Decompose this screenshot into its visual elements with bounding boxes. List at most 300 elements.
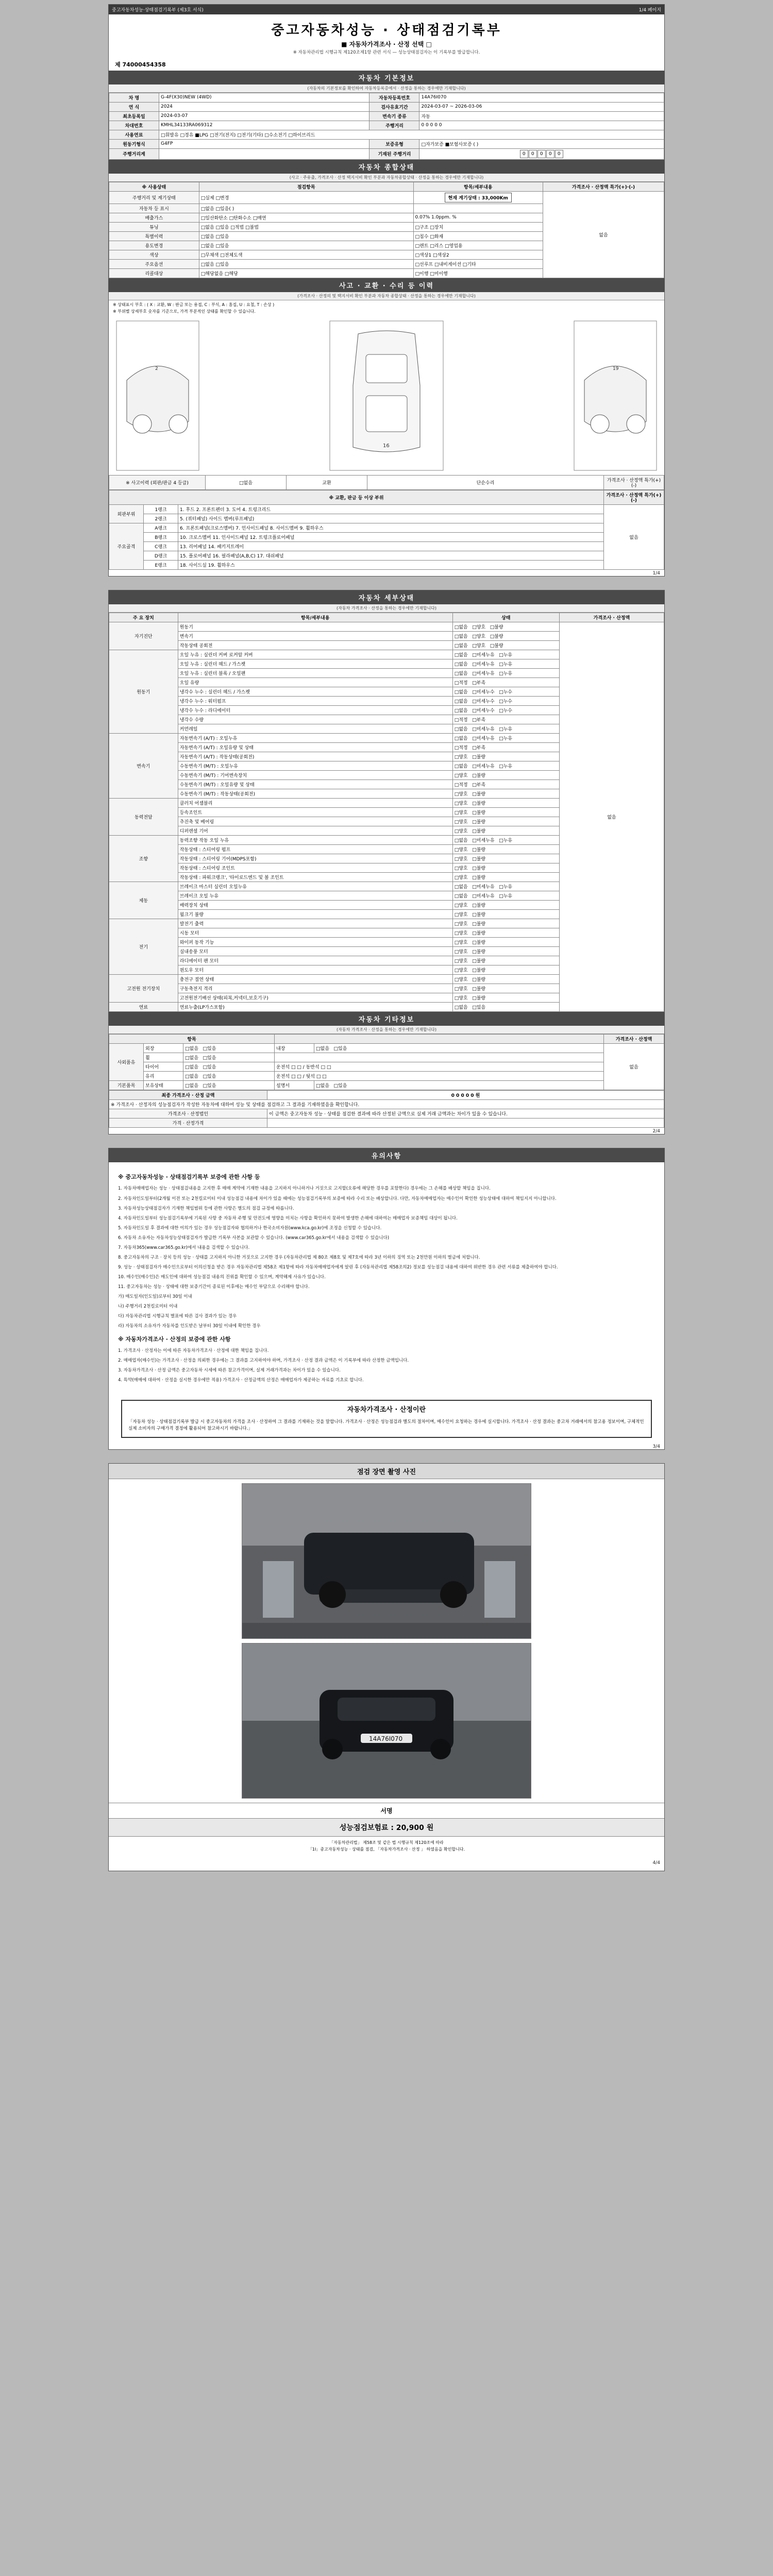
notice-item: 9. 성능 · 상태점검자가 매수인으로부터 이의신청을 받은 경우 자동차관리법 제58조 제1항에 따라 자동차매매업자에게 알린 후 (자동차관리법 제58조의2) 정보를 성능점검 내용에 대하여 위반한 경우 관련 서류를 제출하여야 합니다.: [118, 1264, 558, 1270]
group-label: 배출가스: [109, 213, 199, 222]
group-label: 기본품목: [109, 1081, 144, 1090]
item-label: 작동상태 : 스티어링 조인트: [178, 863, 452, 873]
status-options[interactable]: □양호 □불량: [452, 919, 559, 928]
notice-item: 8. 중고자동차의 구조 · 장치 등의 성능 · 상태를 고지하지 아니한 거짓으로 고지한 경우 (자동차관리법 제 80조 제8호 및 제7호에 따라 3년 이하의 징역 또는 2천만원 이하의 벌금에 처합니다.: [118, 1255, 480, 1260]
price-base-value: [267, 1118, 664, 1128]
status-options[interactable]: □양호 □불량: [452, 808, 559, 817]
status-options[interactable]: □양호 □불량: [452, 873, 559, 882]
status-options[interactable]: □없음 □미세누유 □누유: [452, 761, 559, 771]
sheet-page-4: [108, 1463, 665, 1871]
group-label: 특별이력: [109, 231, 199, 241]
svg-text:19: 19: [613, 366, 619, 372]
page-number: 4/4: [652, 1860, 660, 1866]
table-row: [109, 1044, 664, 1053]
section-detail-bar: 자동차 세부상태: [109, 590, 664, 604]
status-options[interactable]: □적정 □부족: [452, 780, 559, 789]
detail-cell[interactable]: □침수 □화재: [413, 231, 543, 241]
status-options[interactable]: □없음 □미세누유 □누유: [452, 724, 559, 734]
price-definition-box: [121, 1400, 652, 1438]
row-value: 2024: [159, 102, 369, 111]
item-label: 연료누출(LP가스포함): [178, 1003, 452, 1012]
damaged-parts-table: [109, 490, 664, 570]
item-label: 구동축전지 격리: [178, 984, 452, 993]
item-label: 오일 누유 : 실린더 커버 로커암 커버: [178, 650, 452, 659]
row-value: G4FP: [159, 139, 369, 148]
price-org-label: 가격조사 · 산정법인: [109, 1109, 267, 1118]
group-label: 자동차 등 표시: [109, 204, 199, 213]
col-head-0: 항목: [109, 1035, 275, 1044]
status-options[interactable]: □적정 □부족: [452, 715, 559, 724]
item-label: 외장: [144, 1044, 183, 1053]
item-label: 수동변속기 (M/T) : 오일누유: [178, 761, 452, 771]
status-options[interactable]: □없음 □양호 □불량: [452, 622, 559, 632]
status-options[interactable]: □양호 □불량: [452, 845, 559, 854]
group-label: 사외품유: [109, 1044, 144, 1081]
col-head-1: [275, 1035, 604, 1044]
rank-label: 2랭크: [144, 514, 178, 523]
price-base-row: 이 금액은 중고자동차 성능 · 상태를 점검한 결과에 따라 산정된 금액으로 실제 거래 금액과는 차이가 있을 수 있습니다.: [267, 1109, 664, 1118]
table-row: [109, 102, 664, 111]
parts-title: ※ 교환, 판금 등 이상 부위: [109, 490, 604, 505]
car-diagram: [109, 316, 664, 475]
rank-label: D랭크: [144, 551, 178, 561]
document-number-value: 74000454358: [122, 61, 166, 68]
detail-cell: 0.07% 1.0ppm. %: [413, 213, 543, 222]
section-basic-bar: 자동차 기본정보: [109, 71, 664, 84]
notice-subitem: 다) 자동차관리법 시행규칙 별표에 따른 검사 결과가 있는 경우: [118, 1313, 237, 1319]
item-label: 자동변속기 (A/T) : 오일누유: [178, 734, 452, 743]
legend-sub: ※ 부위별 상세부호 숫자를 기준으로, 가격 부분적인 상태를 확인할 수 있습니다.: [113, 309, 256, 314]
item-label: 윈도우 모터: [178, 965, 452, 975]
status-options[interactable]: □없음 □있음: [183, 1044, 275, 1053]
option-cell[interactable]: □없음 □있음 □적법 □불법: [199, 222, 413, 231]
status-options[interactable]: □없음 □미세누유 □누유: [452, 650, 559, 659]
detail-cell: [413, 204, 543, 213]
table-row: [109, 191, 664, 204]
document-page: [0, 4, 773, 2576]
photos-header: 점검 장면 촬영 사진: [109, 1464, 664, 1479]
status-options[interactable]: □없음 □미세누수 □누수: [452, 697, 559, 706]
status-options[interactable]: □없음 □미세누유 □누유: [452, 734, 559, 743]
table-row: [109, 148, 664, 159]
svg-text:2: 2: [155, 366, 158, 372]
status-options[interactable]: □없음 □미세누수 □누수: [452, 687, 559, 697]
row-label-2: 검사유효기간: [369, 102, 419, 111]
section-detail-note: (자동차 가격조사 · 산정을 통하는 경우에만 기재합니다): [109, 604, 664, 613]
plate-number-text: 14A76I070: [369, 1735, 403, 1742]
group-label: 제동: [109, 882, 178, 919]
rear-photo-graphic: [242, 1643, 531, 1798]
group-label: 원동기: [109, 650, 178, 734]
section-other-bar: 자동차 기타정보: [109, 1012, 664, 1026]
simple-repair-label[interactable]: 단순수리: [367, 476, 604, 490]
table-row: [109, 476, 664, 490]
other-info-table: [109, 1034, 664, 1090]
item-label: 타이어: [144, 1062, 183, 1072]
item-label: 추진축 및 베어링: [178, 817, 452, 826]
notice-item: 10. 매수인(매수인)은 매도인에 대하여 성능점검 내용의 진위를 확인할 수 있으며, 계약해제 사유가 있습니다.: [118, 1274, 326, 1280]
item-label: 커먼레일: [178, 724, 452, 734]
final-price-label: 최종 가격조사 · 산정 금액: [109, 1091, 267, 1100]
tire-front-options[interactable]: 운전석 □ □ / 동반석 □ □: [275, 1062, 604, 1072]
item-label: 작동상태 : 파워크랭크', '타이로드엔드 및 볼 조인트: [178, 873, 452, 882]
page-number: 2/4: [652, 1129, 660, 1134]
document-number: [109, 59, 664, 71]
notice-item: 3. 자동차성능상태점검자가 기재한 책임범위 등에 관한 사항은 별도의 점검 규정에 따릅니다.: [118, 1206, 294, 1211]
notice-item: 7. 자동차365(www.car365.go.kr)에서 내용을 검색할 수 있습니다.: [118, 1245, 250, 1250]
item-label: 냉각수 누수 : 워터펌프: [178, 697, 452, 706]
detail-cell[interactable]: □선루프 □내비게이션 □기타: [413, 259, 543, 268]
parts-text: 6. 프론트패널(크로스멤버) 7. 인사이드패널 8. 사이드멤버 9. 휠하우스: [178, 523, 604, 533]
parts-adjust-value: 없음: [604, 505, 664, 570]
document-title: 중고자동차성능 · 상태점검기록부: [271, 23, 502, 38]
item-label: 등속조인트: [178, 808, 452, 817]
col-head-1: 항목/세부내용: [178, 613, 452, 622]
item-label: 작동상태 공회전: [178, 641, 452, 650]
col-head-3: 가격조사 · 산정액: [559, 613, 664, 622]
row-label-2: 주행거리: [369, 121, 419, 130]
notices-group2-title: ※ 자동차가격조사 · 산정의 보증에 관한 사항: [118, 1335, 231, 1343]
overall-status-table: [109, 182, 664, 278]
status-options[interactable]: □양호 □불량: [452, 938, 559, 947]
status-options[interactable]: □없음 □있음: [183, 1053, 275, 1062]
group-label: 튜닝: [109, 222, 199, 231]
parts-text: 13. 리어패널 14. 패키지트레이: [178, 542, 604, 551]
top-bar-right-text: 1/4 페이지: [638, 8, 661, 13]
document-note-1: ※ 자동차관리법 시행규칙 제120조제1항 관련 서식 — 성능상태점검자는 이 기록부를 발급합니다.: [293, 50, 480, 55]
row-label: 차대번호: [109, 121, 159, 130]
status-options[interactable]: □양호 □불량: [452, 771, 559, 780]
car-side-left-diagram: [114, 318, 201, 473]
notices-group1-title: ※ 중고자동차성능 · 상태점검기록부 보증에 관한 사항 등: [118, 1174, 260, 1181]
row-value: G-4F(X30)NEW (4WD): [159, 93, 369, 102]
notice-item: 2. 매매업자(매수인)는 가격조사 · 산정을 의뢰한 경우에는 그 결과를 고지하여야 하며, 가격조사 · 산정 결과 금액은 이 기록부에 따라 산정한 금액입니다.: [118, 1358, 409, 1363]
footer-note: [109, 1837, 664, 1859]
row-label-2: 기재된 주행거리: [369, 148, 419, 159]
item-label: 보유상태: [144, 1081, 183, 1090]
option-cell[interactable]: □없음 □있음: [199, 231, 413, 241]
group-label: 외판부위: [109, 505, 144, 523]
notices-body: [109, 1162, 664, 1395]
footer-line-2: 「1Ⅰ」중고자동차성능 · 상태를 점검, 「자동차가격조사 · 산정 」 하였음을 확인합니다.: [308, 1846, 465, 1852]
status-options[interactable]: □없음 □있음: [183, 1072, 275, 1081]
parts-text: 15. 플로어패널 16. 필라패널(A,B,C) 17. 대쉬패널: [178, 551, 604, 561]
item-label: 자동변속기 (A/T) : 작동상태(공회전): [178, 752, 452, 761]
item-label: 라디에이터 팬 모터: [178, 956, 452, 965]
table-row: [109, 1091, 664, 1100]
window-top-bar: [109, 5, 664, 14]
table-row: [109, 121, 664, 130]
detail-adjust-value: 없음: [559, 622, 664, 1012]
notices-header: 유의사항: [109, 1148, 664, 1162]
notice-subitem: 라) 자동차의 소유자가 자동차를 인도받은 날부터 30일 이내에 확인한 경우: [118, 1323, 261, 1329]
table-row: [109, 622, 664, 632]
table-row: [109, 1053, 664, 1062]
item-label: 자동변속기 (A/T) : 오일유량 및 상태: [178, 743, 452, 752]
notice-subitem: 나) 주행거리 2천킬로미터 이내: [118, 1303, 178, 1309]
status-options[interactable]: □없음 □미세누수 □누수: [452, 706, 559, 715]
table-row: [109, 490, 664, 505]
mileage-cell: [413, 191, 543, 204]
footer-line-1: 「자동차관리법」 제58조 및 같은 법 시행규칙 제120조에 따라: [329, 1840, 444, 1845]
item-label: 시동 모터: [178, 928, 452, 938]
document-subtitle: ■ 자동차가격조사 · 산정 선택 □: [341, 41, 432, 48]
notice-item: 2. 자동차인도일부터(2개월 이전 또는 2천킬로미터 이내 성능점검 내용에 차이가 있을 때에는 성능점검기록부의 보증에 따라 수리 또는 배상합니다. 다만, 자동차매매업자는 매수인이 확인한 성능상태에 대하여 책임지지 아니합니다.: [118, 1196, 557, 1201]
table-row: [109, 561, 664, 570]
adjust-head: 가격조사 · 산정액 특가(+)(-): [604, 476, 664, 490]
price-base-label: 가격 · 산정가격: [109, 1118, 267, 1128]
other-adjust-value: 없음: [604, 1044, 664, 1090]
section-overall-note: (사고 · 주유출, 가격조사 · 산정 택지서비 확인 부분과 자동차종합상태 · 산정을 통하는 경우에만 기재합니다): [109, 174, 664, 182]
status-options[interactable]: □양호 □불량: [452, 993, 559, 1003]
option-cell[interactable]: □없음 □있음: [199, 259, 413, 268]
option-cell[interactable]: □해당없음 □해당: [199, 268, 413, 278]
status-options[interactable]: □양호 □불량: [452, 947, 559, 956]
table-row: [109, 93, 664, 102]
status-options[interactable]: □양호 □불량: [452, 975, 559, 984]
table-row: [109, 1072, 664, 1081]
group-label: 자기진단: [109, 622, 178, 650]
table-row: [109, 1081, 664, 1090]
table-row: [109, 139, 664, 148]
notice-item: 1. 가격조사 · 산정자는 이에 따른 자동차가격조사 · 산정에 대한 책임을 집니다.: [118, 1348, 269, 1353]
table-row: [109, 1109, 664, 1118]
row-label: 원동기형식: [109, 139, 159, 148]
col-head-0: 주 요 장치: [109, 613, 178, 622]
group-label: 고전원 전기장치: [109, 975, 178, 1003]
group-label: 변속기: [109, 734, 178, 799]
table-row: [109, 130, 664, 139]
notice-item: 11. 중고자동차는 성능 · 상태에 대한 보증기간이 종료된 이후에는 매수인 부담으로 수리해야 합니다.: [118, 1284, 310, 1290]
section-overall-bar: 자동차 종합상태: [109, 160, 664, 174]
digit: 0: [520, 150, 528, 158]
rank-label: 1랭크: [144, 505, 178, 514]
digit: 0: [555, 150, 563, 158]
col-head-1: 점검항목: [199, 182, 413, 191]
rank-label: B랭크: [144, 533, 178, 542]
item-label: 변속기: [178, 632, 452, 641]
row-value-2: 14A76I070: [419, 93, 664, 102]
row-value-2[interactable]: □자가보증 ■보험사보증 ( ): [419, 139, 664, 148]
group-label: 연료: [109, 1003, 178, 1012]
legend-title: ※ 상태표시 부호 : ( X : 교환, W : 판금 또는 용접, C : 부식, A : 흠집, U : 요철, T : 손상 ): [113, 302, 275, 307]
row-value: [159, 148, 369, 159]
status-options[interactable]: □양호 □불량: [452, 965, 559, 975]
status-options[interactable]: □없음 □있음: [452, 1003, 559, 1012]
item-label: 동력조향 작동 오일 누유: [178, 836, 452, 845]
table-row: [109, 514, 664, 523]
digit: 0: [529, 150, 537, 158]
col-head-2: 항목/세부내용: [413, 182, 543, 191]
top-bar-left-text: 중고자동차성능·상태점검기록부 (제3호 서식): [112, 8, 204, 13]
crash-label: ※ 사고이력 (외판/판금 4 등급): [109, 476, 206, 490]
digit: 0: [537, 150, 546, 158]
item-label: 브레이크 마스터 실린더 오일누유: [178, 882, 452, 891]
detail-cell[interactable]: □구조 □장치: [413, 222, 543, 231]
item-label: 디퍼렌셜 기어: [178, 826, 452, 836]
rank-label: E랭크: [144, 561, 178, 570]
svg-text:16: 16: [383, 443, 390, 449]
table-row: [109, 505, 664, 514]
notice-subitem: 가) 매도일자(인도일)로부터 30일 이내: [118, 1294, 192, 1299]
status-options[interactable]: □양호 □불량: [452, 752, 559, 761]
digit: 0: [546, 150, 554, 158]
rank-label: C랭크: [144, 542, 178, 551]
car-top-diagram: [327, 318, 446, 473]
crash-opt-none[interactable]: □없음: [206, 476, 287, 490]
table-row: [109, 111, 664, 121]
table-row: [109, 523, 664, 533]
table-row: [109, 542, 664, 551]
detail-cell[interactable]: □이행 □미이행: [413, 268, 543, 278]
row-label: 주행거리계: [109, 148, 159, 159]
option-cell[interactable]: □실제 □변경: [199, 191, 413, 204]
notice-item: 4. 자동차인도일부터 성능점검기록부에 기록된 사항 중 자동차 주행 및 안전도에 영향을 미치는 사항을 확인하지 못하여 발생한 손해에 대하여는 매매업자 보증책임 대상이 됩니다.: [118, 1215, 458, 1221]
overall-adjust-value: 없음: [543, 191, 664, 278]
item-label: 수동변속기 (M/T) : 기어변속장치: [178, 771, 452, 780]
option-cell[interactable]: □없음 □있음: [199, 241, 413, 250]
detail-cell[interactable]: □색상1 □색상2: [413, 250, 543, 259]
row-value: 2024-03-07: [159, 111, 369, 121]
status-options[interactable]: □없음 □미세누유 □누유: [452, 659, 559, 669]
accident-history-table: [109, 475, 664, 490]
inspection-fee: 성능점검보험료 : 20,900 원: [109, 1818, 664, 1837]
status-options[interactable]: □없음 □미세누유 □누유: [452, 669, 559, 678]
item-label: 유리: [144, 1072, 183, 1081]
item-label: 오일 누유 : 실린더 헤드 / 가스켓: [178, 659, 452, 669]
status-options[interactable]: □없음 □있음: [183, 1062, 275, 1072]
table-row: [109, 1100, 664, 1109]
status-options[interactable]: □양호 □불량: [452, 928, 559, 938]
row-label-2: 자동차등록번호: [369, 93, 419, 102]
wheel-position-note: [275, 1053, 604, 1062]
page-number: 3/4: [652, 1444, 660, 1449]
item-label: 월크기 불량: [178, 910, 452, 919]
item-label: 오일 누유 : 실린더 블록 / 오일팬: [178, 669, 452, 678]
group-label: 리콜대상: [109, 268, 199, 278]
item-label: 배력장치 상태: [178, 901, 452, 910]
detail-cell[interactable]: □렌트 □리스 □영업용: [413, 241, 543, 250]
final-price-note: ※ 가격조사 · 산정자의 성능점검자가 작성한 자동차에 대하여 성능 및 상태를 점검하고 그 결과를 기재하였음을 확인합니다.: [109, 1100, 664, 1109]
group-label: 주행거리 및 계기상태: [109, 191, 199, 204]
status-options[interactable]: □없음 □미세누유 □누유: [452, 891, 559, 901]
parts-text: 5. (쿼터패널) 사이드 멤버(루프패널): [178, 514, 604, 523]
final-price-table: [109, 1090, 664, 1128]
status-options[interactable]: □양호 □불량: [452, 984, 559, 993]
final-price-value: 0 0 0 0 0 원: [267, 1091, 664, 1100]
underbody-photo-graphic: [242, 1484, 531, 1638]
item-label: 냉각수 수량: [178, 715, 452, 724]
col-head-2: 상태: [452, 613, 559, 622]
status-options-2[interactable]: □없음 □있음: [314, 1081, 604, 1090]
item-label: 발전기 출력: [178, 919, 452, 928]
exchange-label[interactable]: 교환: [287, 476, 367, 490]
notice-item: 3. 자동차가격조사 · 산정 금액은 중고자동차 시세에 따른 참고가격이며, 실제 거래가격과는 차이가 있을 수 있습니다.: [118, 1367, 341, 1373]
section-basic-note: (자동차의 기본정보를 확인하여 자동차등록증에서 · 산정을 통하는 경우에만 기재합니다): [109, 84, 664, 93]
status-options[interactable]: □적정 □부족: [452, 743, 559, 752]
group-label: 주요골격: [109, 523, 144, 570]
group-label: 전기: [109, 919, 178, 975]
item-label: 오일 유량: [178, 678, 452, 687]
option-cell[interactable]: □없음 □있음( ): [199, 204, 413, 213]
row-label: 차 명: [109, 93, 159, 102]
table-row: [109, 1062, 664, 1072]
row-value-2: 2024-03-07 ~ 2026-03-06: [419, 102, 664, 111]
option-cell[interactable]: □일산화탄소 □탄화수소 □매연: [199, 213, 413, 222]
group-label: 동력전달: [109, 799, 178, 836]
status-options[interactable]: □적정 □부족: [452, 678, 559, 687]
status-options[interactable]: □양호 □불량: [452, 799, 559, 808]
row-value-2: 자동: [419, 111, 664, 121]
page-number: 1/4: [652, 571, 660, 577]
item-label: 고전원전기배선 상태(피복,커넥터,보호기구): [178, 993, 452, 1003]
row-label-2: 보증유형: [369, 139, 419, 148]
row-label: 최초등록일: [109, 111, 159, 121]
status-options[interactable]: □없음 □미세누유 □누유: [452, 836, 559, 845]
parts-text: 18. 사이드실 19. 휠하우스: [178, 561, 604, 570]
fuel-options[interactable]: □휘발유 □경유 ■LPG □전기(전지) □전기(기타) □수소전기 □하이브리드: [159, 130, 664, 139]
notice-item: 5. 자동차인도일 후 결과에 대한 이의가 있는 경우 성능점검자와 협의하거나 한국소비자원(www.kca.go.kr)에 조정을 신청할 수 있습니다.: [118, 1225, 382, 1231]
status-options[interactable]: □양호 □불량: [452, 901, 559, 910]
row-value: KMHL34133RA069312: [159, 121, 369, 130]
status-options[interactable]: □양호 □불량: [452, 956, 559, 965]
group-label: 용도변경: [109, 241, 199, 250]
basic-info-table: [109, 93, 664, 160]
row-value-2: 0 0 0 0 0: [419, 121, 664, 130]
price-definition-title: 자동차가격조사 · 산정이란: [347, 1405, 426, 1414]
option-cell[interactable]: □무채색 □전체도색: [199, 250, 413, 259]
table-row: [109, 1118, 664, 1128]
col-head-3: 가격조사 · 산정액: [604, 1035, 664, 1044]
status-options[interactable]: □없음 □있음: [183, 1081, 275, 1090]
item-label-2: 설명서: [275, 1081, 314, 1090]
parts-text: 10. 크로스멤버 11. 인사이드패널 12. 트렁크플로어패널: [178, 533, 604, 542]
status-options-2[interactable]: □없음 □있음: [314, 1044, 604, 1053]
notice-item: 4. 특약(매매에 대하여 · 산정을 실시한 경우에만 적용) 가격조사 · 산정금액의 산정은 매매업자가 제공하는 자료를 기초로 합니다.: [118, 1377, 364, 1383]
status-options[interactable]: □양호 □불량: [452, 789, 559, 799]
tire-rear-options[interactable]: 운전석 □ □ / 뒷석 □ □: [275, 1072, 604, 1081]
status-options[interactable]: □없음 □미세누유 □누유: [452, 882, 559, 891]
item-label: 수동변속기 (M/T) : 오일유량 및 상태: [178, 780, 452, 789]
status-options[interactable]: □양호 □불량: [452, 826, 559, 836]
document-number-label: 제: [115, 61, 121, 68]
col-head-3: 가격조사 · 산정액 특가(+)·(-): [543, 182, 664, 191]
table-header-row: [109, 1035, 664, 1044]
status-options[interactable]: □없음 □양호 □불량: [452, 641, 559, 650]
detail-status-table: [109, 613, 664, 1012]
item-label: 작동상태 : 스티어링 펌프: [178, 845, 452, 854]
item-label: 수동변속기 (M/T) : 작동상태(공회전): [178, 789, 452, 799]
status-options[interactable]: □양호 □불량: [452, 863, 559, 873]
status-options[interactable]: □양호 □불량: [452, 817, 559, 826]
row-label-2: 변속기 종류: [369, 111, 419, 121]
group-label: 주요옵션: [109, 259, 199, 268]
table-row: [109, 533, 664, 542]
row-label: 사용연료: [109, 130, 159, 139]
item-label: 실내송풍 모터: [178, 947, 452, 956]
status-options[interactable]: □없음 □양호 □불량: [452, 632, 559, 641]
status-options[interactable]: □양호 □불량: [452, 910, 559, 919]
item-label: 와이퍼 동작 기능: [178, 938, 452, 947]
group-label: 색상: [109, 250, 199, 259]
parts-adj-head: 가격조사 · 산정액 특가(+)(-): [604, 490, 664, 505]
status-options[interactable]: □양호 □불량: [452, 854, 559, 863]
item-label-2: 내장: [275, 1044, 314, 1053]
odometer-digits: [419, 148, 664, 159]
notice-item: 6. 자동차 소유자는 자동차성능상태점검자가 발급한 기록부 사본을 보관할 수 있습니다. (www.car365.go.kr에서 내용을 검색할 수 있습니다): [118, 1235, 390, 1241]
table-header-row: [109, 613, 664, 622]
item-label: 브레이크 오일 누유: [178, 891, 452, 901]
